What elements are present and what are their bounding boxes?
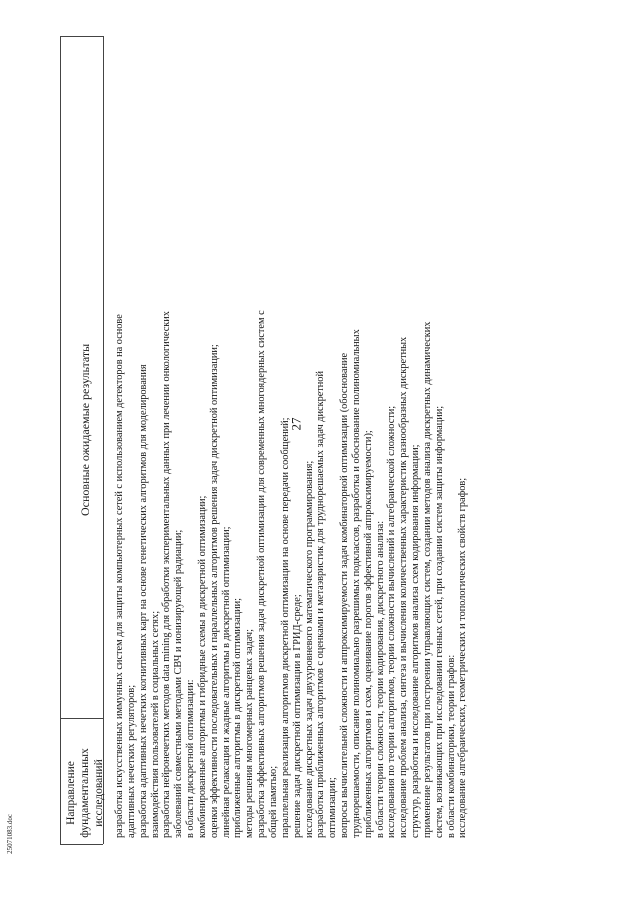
result-line: решение задач дискретной оптимизации в ГРИД-среде; — [291, 594, 303, 838]
result-line: исследование дискретных задач двухуровневого математического программирования; — [303, 460, 315, 838]
table-left-border — [60, 36, 61, 844]
result-line: методы решения многомерных ранцевых задач; — [244, 629, 256, 838]
result-line: взаимодействия пользователей в социальных сетях; — [149, 610, 161, 838]
result-line: разработка нейронечетких методов data mining для обработки экспериментальных данных при лечении онкологических — [161, 311, 173, 838]
result-line: оптимизации; — [327, 777, 339, 838]
result-line: разработка искусственных иммунных систем для защиты компьютерных сетей с использованием детекторов на основе — [114, 314, 125, 838]
table-header-divider — [103, 36, 104, 844]
result-line: применение результатов при построении управляющих систем, создании методов анализа дискретных динамических — [421, 321, 433, 838]
result-line: линейная релаксация и жадные алгоритмы в дискретной оптимизации; — [220, 526, 232, 838]
result-line: в области теории сложности, теории кодирования, дискретного анализа: — [374, 520, 386, 838]
result-line: комбинированные алгоритмы и гибридные схемы в дискретной оптимизации; — [196, 495, 208, 838]
page-number: 27 — [288, 417, 304, 431]
header-results: Основные ожидаемые результаты — [78, 343, 92, 516]
table-column-divider — [60, 718, 103, 719]
results-list — [114, 38, 469, 838]
header-direction: Направление фундаментальных исследований — [65, 748, 105, 838]
result-line: разработка эффективных алгоритмов решения задач дискретной оптимизации для современных многоядерных систем с — [256, 310, 268, 838]
result-line: приближенные алгоритмы в дискретной оптимизации; — [232, 598, 244, 838]
result-line: приближенных алгоритмов и схем, оценивание порогов эффективной аппроксимируемости); — [362, 430, 374, 838]
result-line: разработка адаптивных нечетких когнитивных карт на основе генетических алгоритмов для моделирования — [137, 364, 149, 838]
result-line: адаптивных нечетких регуляторов; — [125, 684, 137, 838]
result-line: в области комбинаторики, теории графов: — [445, 654, 457, 838]
result-line: структур, разработка и исследование алгоритмов анализа схем кодирования информации; — [410, 444, 422, 838]
result-line: исследования по теории алгоритмов, теории сложности вычислений и алгебраической сложности; — [386, 405, 398, 838]
result-line: в области дискретной оптимизации: — [185, 679, 197, 838]
result-line: заболеваний совместными методами СВЧ и ионизирующей радиации; — [173, 529, 185, 838]
result-line: вопросы вычислительной сложности и аппроксимируемости задач комбинаторной оптимизации (обоснование — [339, 352, 351, 838]
result-line: общей памятью; — [267, 765, 279, 838]
result-line: исследование алгебраических, геометрических и топологических свойств графов; — [457, 477, 469, 838]
result-line: оценки эффективности последовательных и параллельных алгоритмов решения задач дискретной оптимизации; — [208, 344, 220, 838]
result-line: разработка приближенных алгоритмов с оценками и метаэвристик для труднорешаемых задач дискретной — [315, 371, 327, 838]
file-code: 25071083.doc — [5, 814, 14, 854]
result-line: труднорешаемости, описание полиномиально разрешимых подклассов, разработка и обоснование полиномиальных — [350, 329, 362, 838]
result-line: систем, возникающих при исследовании генных сетей, при создании систем защиты информации; — [433, 405, 445, 838]
result-line: исследование проблем анализа, синтеза и вычисления количественных характеристик разнообразных дискретных — [398, 336, 410, 838]
table-top-border — [60, 36, 103, 37]
result-line: параллельная реализация алгоритмов дискретной оптимизации на основе передачи сообщений; — [279, 417, 291, 838]
